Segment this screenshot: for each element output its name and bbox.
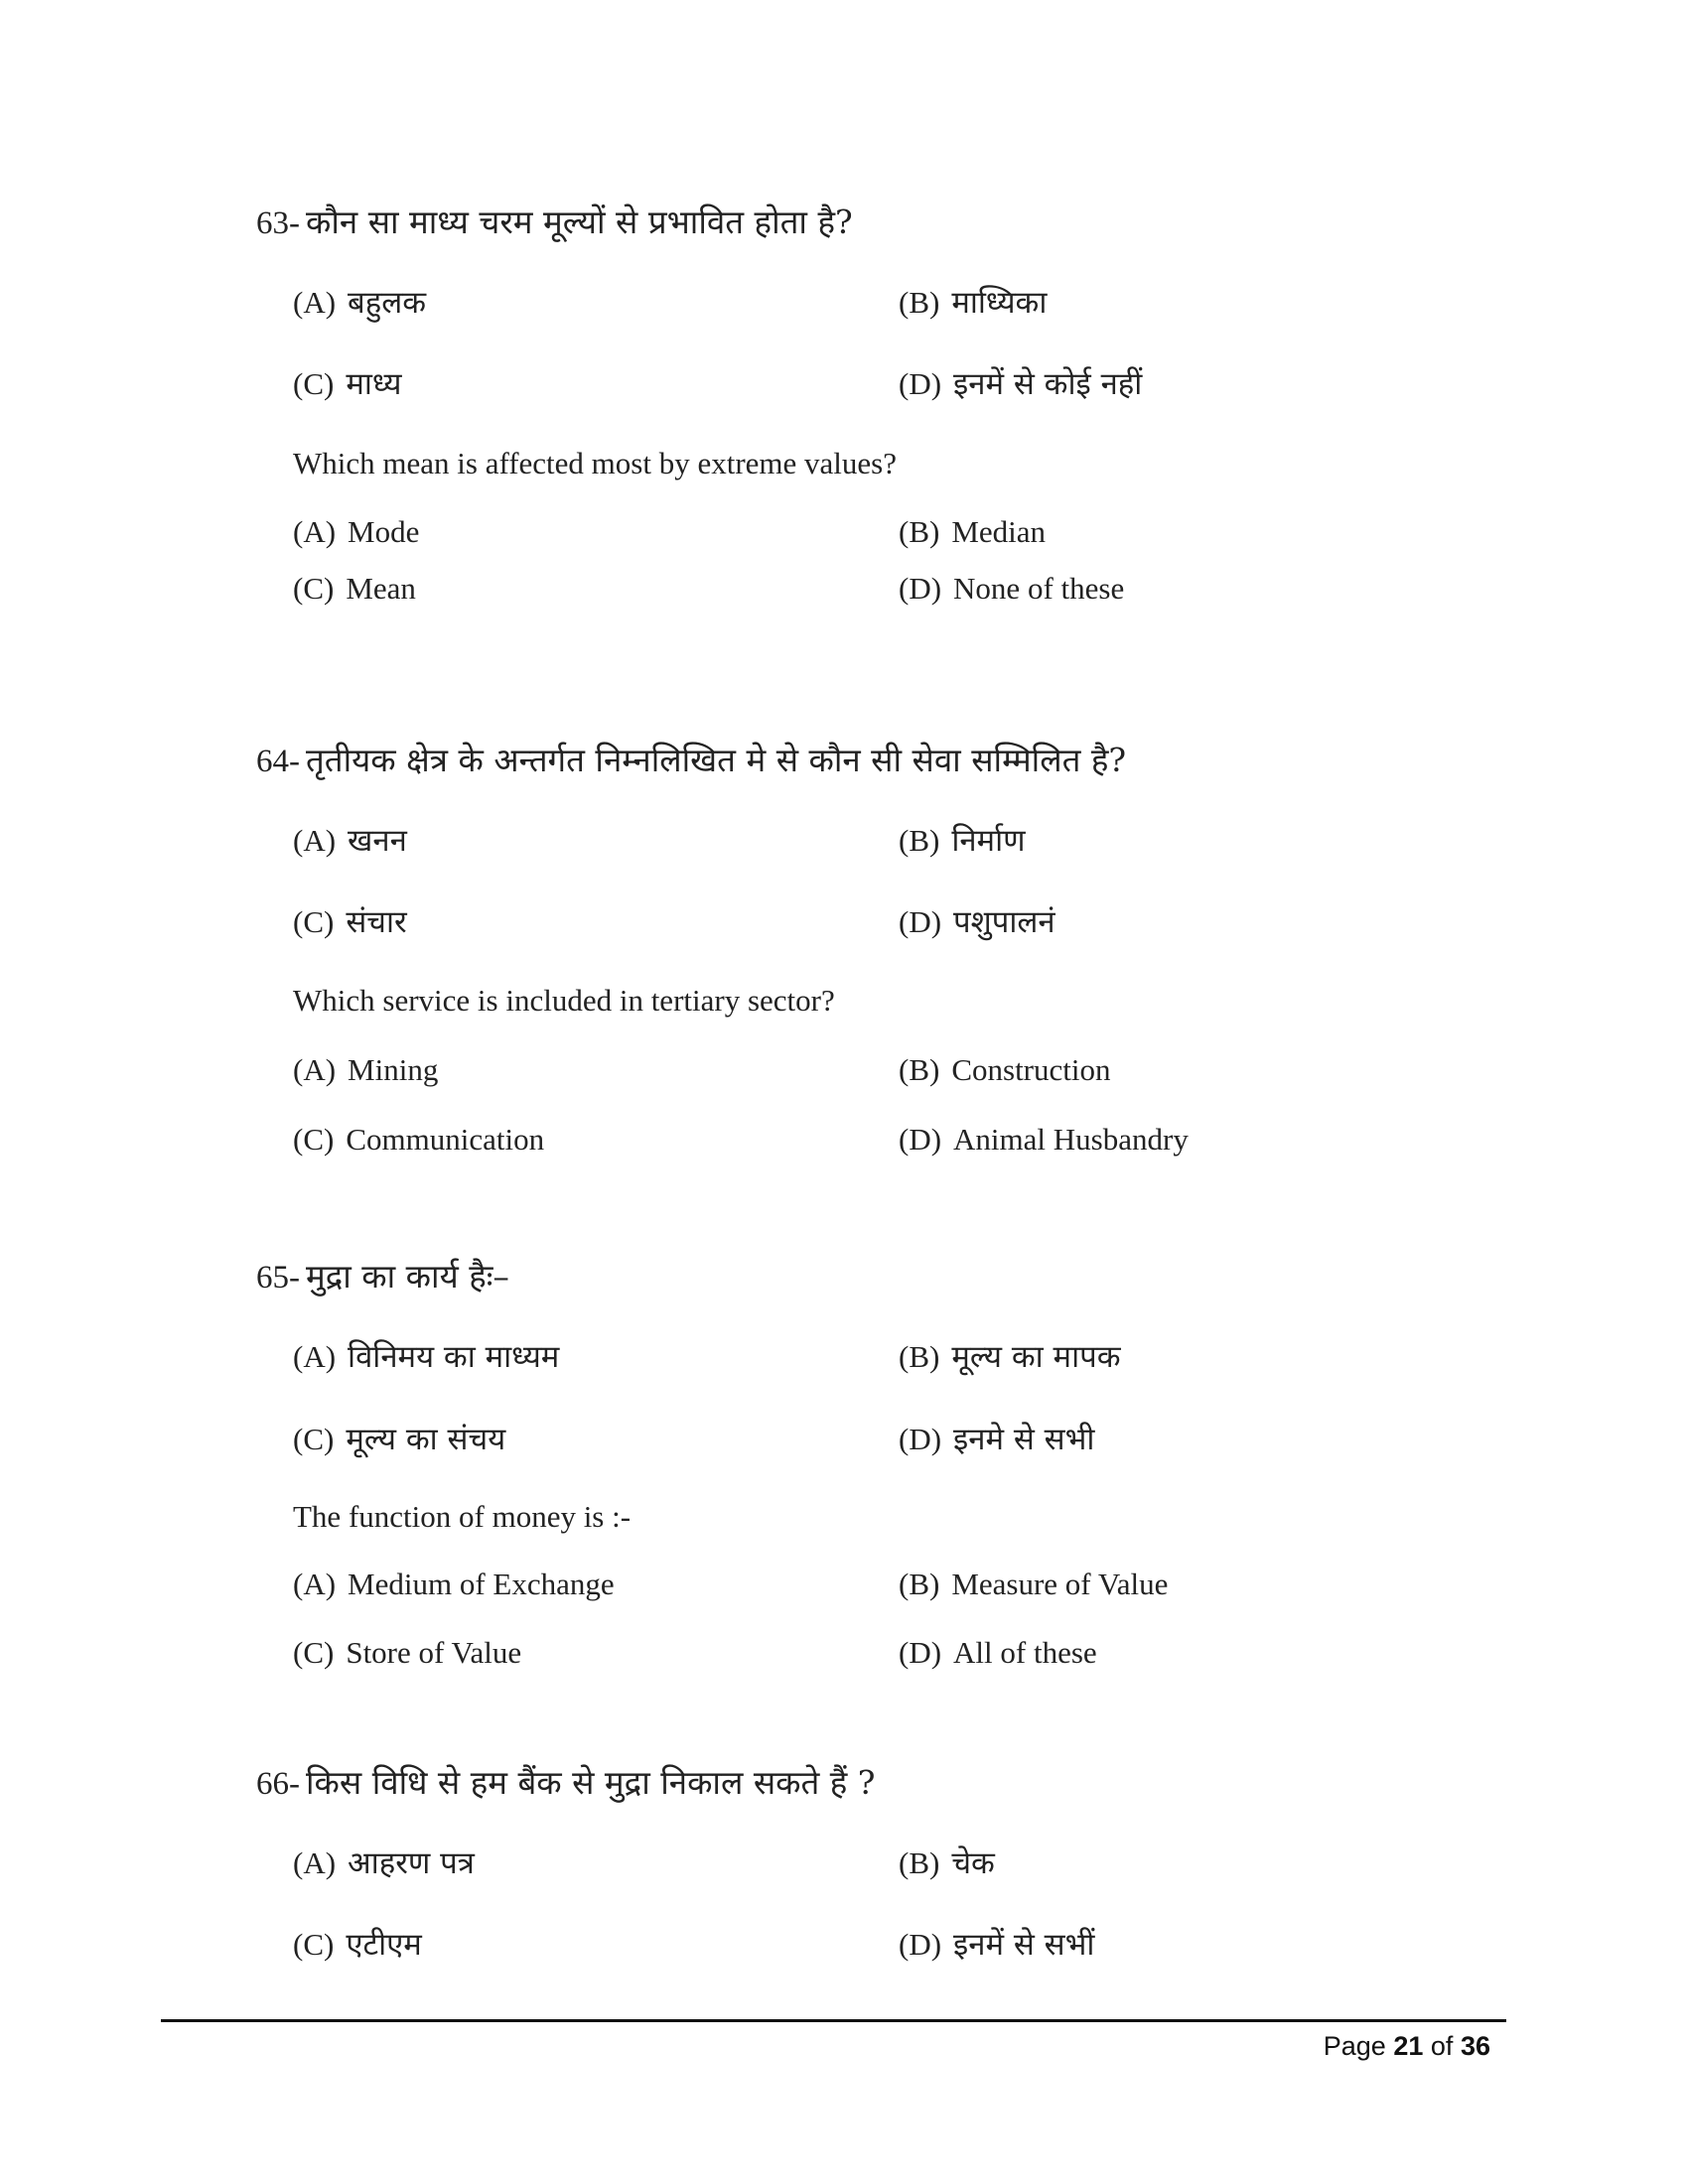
q63-hi-option-c: (C) माध्य [293,366,402,402]
q64-en-option-a: (A) Mining [293,1052,439,1087]
q63-en-option-b: (B) Median [899,514,1047,549]
q63-hi-option-a: (A) बहुलक [293,285,427,321]
q63-hi-option-b: (B) माध्यिका [899,285,1048,321]
q65-hi-option-a: (A) विनिमय का माध्यम [293,1339,560,1375]
q64-hi-option-c: (C) संचार [293,904,407,940]
q66-hi-option-a: (A) आहरण पत्र [293,1845,475,1881]
question-64-english: Which service is included in tertiary sector? [293,983,835,1018]
q64-en-option-b: (B) Construction [899,1052,1111,1087]
q63-hi-option-d: (D) इनमें से कोई नहीं [899,366,1143,402]
q66-hi-option-c: (C) एटीएम [293,1927,422,1963]
q66-hi-option-b: (B) चेक [899,1845,995,1881]
q64-en-option-d: (D) Animal Husbandry [899,1122,1189,1157]
q63-en-option-c: (C) Mean [293,571,416,606]
q64-hi-option-b: (B) निर्माण [899,823,1026,859]
q64-en-option-c: (C) Communication [293,1122,545,1157]
q65-hi-option-c: (C) मूल्य का संचय [293,1422,506,1457]
q66-hi-option-d: (D) इनमें से सभीं [899,1927,1095,1963]
footer-divider [161,2019,1506,2022]
question-66-hindi: 66- किस विधि से हम बैंक से मुद्रा निकाल सकते हैं ? [256,1763,876,1802]
question-65-hindi: 65- मुद्रा का कार्य हैः– [256,1257,509,1296]
q65-hi-option-b: (B) मूल्य का मापक [899,1339,1121,1375]
q63-en-option-a: (A) Mode [293,514,420,549]
question-65-english: The function of money is :- [293,1499,632,1534]
q63-en-option-d: (D) None of these [899,571,1125,606]
q65-en-option-b: (B) Measure of Value [899,1567,1169,1601]
q65-hi-option-d: (D) इनमे से सभी [899,1422,1095,1457]
page-number: Page 21 of 36 [1323,2031,1490,2061]
q65-en-option-d: (D) All of these [899,1635,1097,1670]
q65-en-option-c: (C) Store of Value [293,1635,522,1670]
q64-hi-option-a: (A) खनन [293,823,407,859]
q64-hi-option-d: (D) पशुपालनं [899,904,1055,940]
question-64-hindi: 64- तृतीयक क्षेत्र के अन्तर्गत निम्नलिखित मे से कौन सी सेवा सम्मिलित है? [256,741,1127,779]
q65-en-option-a: (A) Medium of Exchange [293,1567,615,1601]
question-63-english: Which mean is affected most by extreme values? [293,446,897,480]
question-63-hindi: 63- कौन सा माध्य चरम मूल्यों से प्रभावित होता है? [256,203,853,241]
